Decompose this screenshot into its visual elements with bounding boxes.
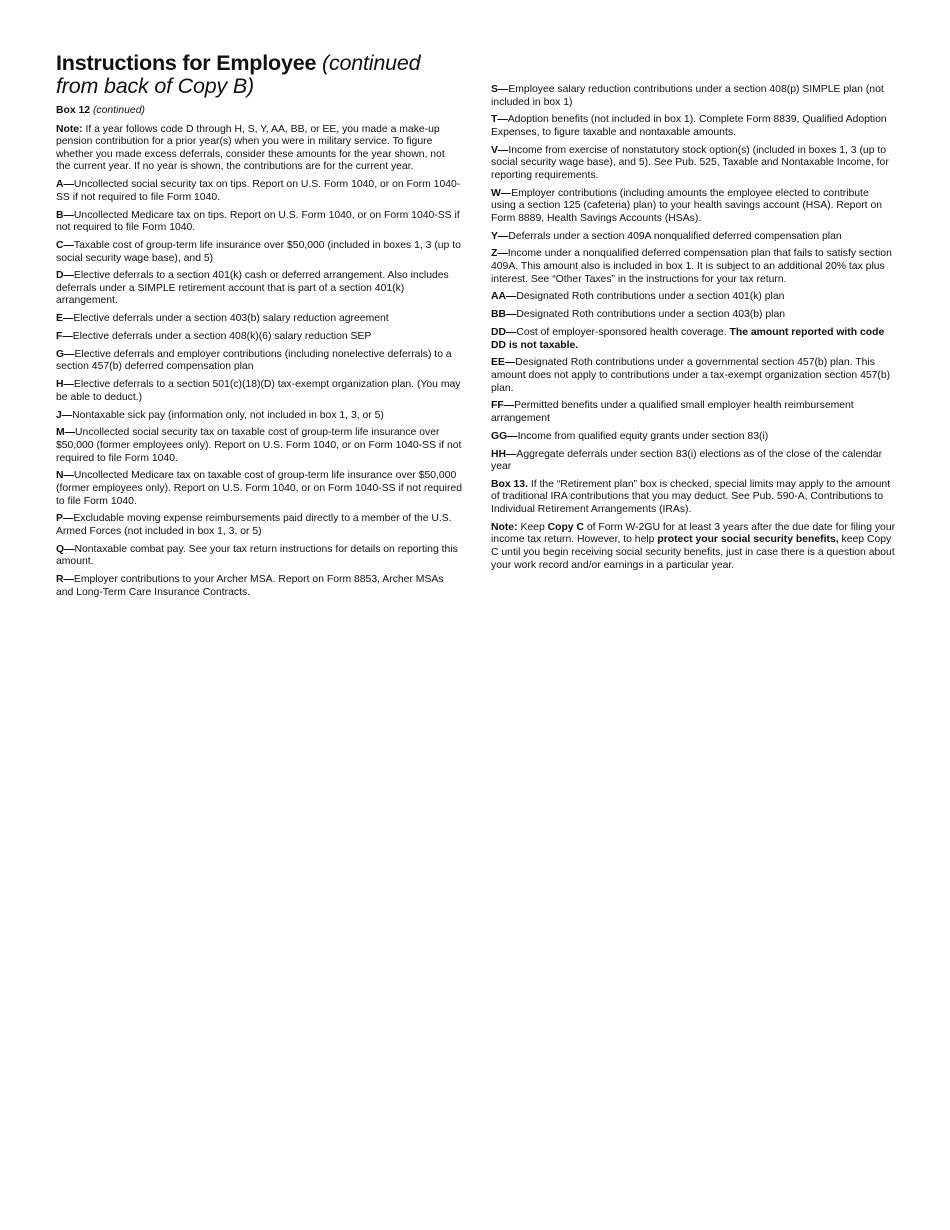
code-item <box>56 574 462 599</box>
code-text: Cost of employer-sponsored health coverage. <box>516 327 730 338</box>
code-letter: Q— <box>56 543 75 555</box>
code-text: Designated Roth contributions under a section 403(b) plan <box>516 309 786 321</box>
code-text: Income from exercise of nonstatutory stock option(s) (included in boxes 1, 3 (up to social security wage base), and 5). See Pub. 525, Taxable and Nontaxable Income, for reporting requirements. <box>491 144 889 181</box>
code-item <box>491 309 896 322</box>
page-title <box>56 52 462 98</box>
code-letter: HH— <box>491 448 517 460</box>
right-code-list-2 <box>491 357 896 473</box>
code-letter: DD— <box>491 327 517 338</box>
code-text: Deferrals under a section 409A nonqualified deferred compensation plan <box>508 230 842 242</box>
code-item <box>56 313 462 326</box>
right-code-list <box>491 84 896 322</box>
code-letter: J— <box>56 409 73 421</box>
final-note <box>491 522 896 572</box>
box13-text: If the “Retirement plan” box is checked, special limits may apply to the amount of traditional IRA contributions that you may deduct. See Pub. 590-A, Contributions to Individual Retirement Arrangements (IRAs). <box>491 478 891 516</box>
code-text: Elective deferrals under a section 403(b) salary reduction agreement <box>73 313 389 325</box>
code-letter: V— <box>491 144 509 156</box>
box12-heading <box>56 105 462 118</box>
box12-label: Box 12 <box>56 105 91 116</box>
right-column <box>491 84 896 577</box>
code-text: Elective deferrals to a section 501(c)(18)(D) tax-exempt organization plan. (You may be able to deduct.) <box>56 379 461 403</box>
left-code-list <box>56 179 462 599</box>
code-text: Designated Roth contributions under a section 401(k) plan <box>516 291 785 303</box>
code-letter: AA— <box>491 291 517 303</box>
code-letter: H— <box>56 379 74 391</box>
code-text: Excludable moving expense reimbursements paid directly to a member of the U.S. Armed Forces (not included in box 1, 3, or 5) <box>56 513 452 537</box>
code-letter: EE— <box>491 357 516 369</box>
code-text: Uncollected social security tax on taxable cost of group-term life insurance over $50,000 (former employees only). Report on U.S. Form 1040, or on Form 1040-SS if not required to file Form 1040. <box>56 427 462 464</box>
code-item <box>491 400 896 425</box>
code-text: Adoption benefits (not included in box 1). Complete Form 8839, Qualified Adoption Expenses, to figure taxable and nontaxable amounts. <box>491 114 887 138</box>
note-label: Note: <box>56 123 83 135</box>
box13-label: Box 13. <box>491 478 528 490</box>
code-letter: S— <box>491 84 509 95</box>
code-letter: D— <box>56 270 74 282</box>
final-note-part1: Keep <box>520 521 548 533</box>
code-letter: C— <box>56 239 74 251</box>
code-text: Permitted benefits under a qualified small employer health reimbursement arrangement <box>491 400 854 424</box>
code-letter: A— <box>56 179 74 191</box>
final-note-copy-c: Copy C <box>547 521 584 533</box>
code-text: Elective deferrals and employer contributions (including nonelective deferrals) to a section 457(b) deferred compensation plan <box>56 348 452 373</box>
code-text: Elective deferrals to a section 401(k) cash or deferred arrangement. Also includes deferrals under a SIMPLE retirement account that is part of a section 401(k) arrangement. <box>56 270 449 307</box>
code-letter: R— <box>56 574 74 586</box>
code-dd-bold: The amount reported with code DD is not taxable. <box>491 327 885 351</box>
final-note-part3: keep Copy C until you begin receiving social security benefits, just in case there is a question about your work record and/or earnings in a particular year. <box>491 534 895 571</box>
code-letter: Z— <box>491 248 508 260</box>
code-item <box>491 145 896 183</box>
code-letter: E— <box>56 313 74 325</box>
code-text: Uncollected social security tax on tips. Report on U.S. Form 1040, or on Form 1040-SS if not required to file Form 1040. <box>56 179 461 203</box>
code-text: Uncollected Medicare tax on taxable cost of group-term life insurance over $50,000 (former employees only). Report on U.S. Form 1040, or on Form 1040-SS if not required to file Form 1040. <box>56 470 462 507</box>
code-text: Employer contributions to your Archer MSA. Report on Form 8853, Archer MSAs and Long-Term Care Insurance Contracts. <box>56 574 444 598</box>
code-letter: P— <box>56 513 74 525</box>
box12-continued: (continued) <box>92 105 145 116</box>
code-letter: GG— <box>491 430 518 442</box>
code-item <box>491 188 896 226</box>
code-letter: W— <box>491 187 512 199</box>
code-letter: F— <box>56 331 73 343</box>
final-note-protect: protect your social security benefits, <box>657 534 839 546</box>
code-item <box>491 291 896 304</box>
code-text: Employee salary reduction contributions under a section 408(p) SIMPLE plan (not included in box 1) <box>491 84 884 108</box>
code-letter: M— <box>56 427 76 439</box>
code-item <box>56 427 462 465</box>
code-item <box>56 470 462 508</box>
code-item <box>491 449 896 474</box>
code-item <box>491 431 896 444</box>
code-item <box>56 240 462 265</box>
title-main: Instructions for Employee <box>56 51 317 75</box>
code-item <box>56 544 462 569</box>
code-text: Nontaxable combat pay. See your tax return instructions for details on reporting this amount. <box>56 543 458 568</box>
code-item <box>56 179 462 204</box>
code-item <box>491 84 896 109</box>
code-item <box>56 210 462 235</box>
code-text: Aggregate deferrals under section 83(i) elections as of the close of the calendar year <box>491 448 883 473</box>
code-item <box>491 248 896 286</box>
code-text: Elective deferrals under a section 408(k)(6) salary reduction SEP <box>72 331 372 343</box>
code-letter: FF— <box>491 400 515 412</box>
code-letter: T— <box>491 114 508 126</box>
code-item-dd <box>491 327 896 352</box>
code-text: Employer contributions (including amounts the employee elected to contribute using a section 125 (cafeteria) plan) to your health savings account (HSA). Report on Form 8889, Health Savings Accounts (HSAs). <box>491 187 883 224</box>
code-letter: BB— <box>491 309 517 321</box>
code-letter: Y— <box>491 230 509 242</box>
code-text: Income from qualified equity grants under section 83(i) <box>517 430 769 442</box>
code-item <box>56 331 462 344</box>
code-text: Nontaxable sick pay (information only, not included in box 1, 3, or 5) <box>72 409 384 421</box>
code-letter: N— <box>56 470 74 482</box>
box12-note <box>56 124 462 174</box>
code-item <box>491 357 896 395</box>
code-item <box>491 114 896 139</box>
code-item <box>56 349 462 374</box>
title-continued: (continued from back of Copy B) <box>56 51 421 98</box>
code-text: Income under a nonqualified deferred compensation plan that fails to satisfy section 409A. This amount also is included in box 1. It is subject to an additional 20% tax plus interest. See “Other Taxes” in the instructions for your tax return. <box>491 248 892 285</box>
code-item <box>491 231 896 244</box>
code-text: Uncollected Medicare tax on tips. Report on U.S. Form 1040, or on Form 1040-SS if not required to file Form 1040. <box>56 209 460 234</box>
left-column <box>56 52 462 604</box>
code-item <box>56 410 462 423</box>
code-letter: B— <box>56 209 74 221</box>
code-item <box>56 379 462 404</box>
final-note-label: Note: <box>491 521 518 533</box>
code-text: Taxable cost of group-term life insurance over $50,000 (included in boxes 1, 3 (up to social security wage base), and 5) <box>56 239 461 264</box>
note-text: If a year follows code D through H, S, Y, AA, BB, or EE, you made a make-up pension contribution for a prior year(s) when you were in military service. To figure whether you made excess deferrals, consider these amounts for the year shown, not the current year. If no year is shown, the contributions are for the current year. <box>56 123 445 173</box>
code-letter: G— <box>56 348 75 360</box>
code-text: Designated Roth contributions under a governmental section 457(b) plan. This amount does not apply to contributions under a tax-exempt organization section 457(b) plan. <box>491 357 891 394</box>
final-note-part2: of Form W-2GU for at least 3 years after the due date for filing your income tax return. However, to help <box>491 521 896 546</box>
box13-paragraph <box>491 479 896 517</box>
code-item <box>56 513 462 538</box>
code-item <box>56 270 462 308</box>
